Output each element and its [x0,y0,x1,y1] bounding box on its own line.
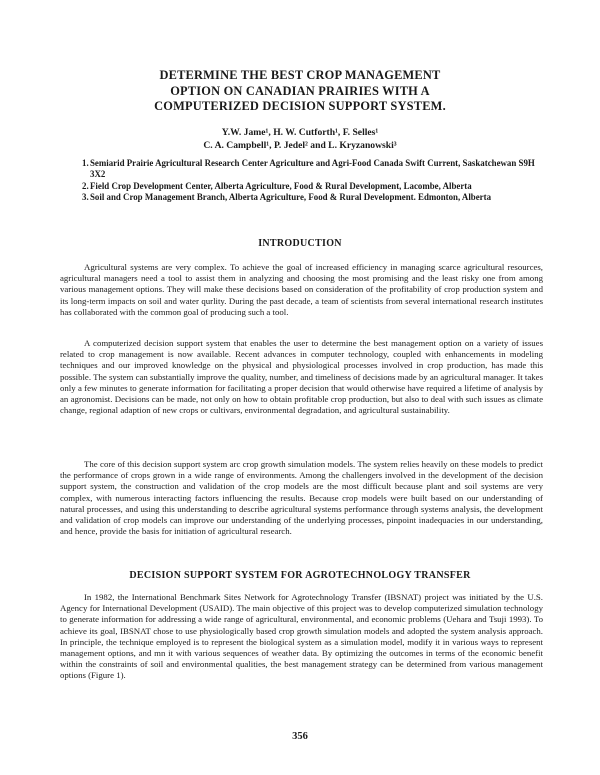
affiliation-text: Semiarid Prairie Agricultural Research Center Agriculture and Agri-Food Canada Swift Current, Saskatchewan S9H 3X2 [90,158,535,180]
affiliation-item [82,192,542,203]
affiliation-list [82,158,542,204]
authors-line-1: Y.W. Jame¹, H. W. Cutforth¹, F. Selles¹ [221,127,379,138]
affiliation-item [82,158,542,181]
affiliation-item [82,181,542,192]
introduction-heading: INTRODUCTION [258,238,342,249]
authors-line-2: C. A. Campbell¹, P. Jedel² and L. Kryzanowski³ [203,139,397,151]
title-line-3: COMPUTERIZED DECISION SUPPORT SYSTEM. [154,99,446,113]
intro-paragraph-2: A computerized decision support system that enables the user to determine the best management option on a variety of issues related to crop management is now available. Recent advances in computer technology, coupled with enhancements in modeling techniques and our improved knowledge on the physical and physiological processes involved in crop production, has made this possible. The system can substantially improve the quality, number, and timeliness of decisions made by an agricultural manager. It takes only a few minutes to generate information for facilitating a proper decision that would otherwise have required a lifetime of analysis by an agronomist. Decisions can be made, not only on how to obtain profitable crop production, but also to deal with such issues as climate change, regional adaption of new crops or cultivars, environmental degradation, and agricultural sustainability. [60,338,543,416]
intro-paragraph-1: Agricultural systems are very complex. To achieve the goal of increased efficiency in managing scarce agricultural resources, agricultural managers need a tool to assist them in analyzing and choosing the most promising and the least risky one from among various management options. They will make these decisions based on consideration of the profitability of crop production system and its long-term impacts on soil and water qurlity. During the past decade, a team of scientists from several international research institutes has collaborated with the common goal of producing such a tool. [60,262,543,317]
title-line-1: DETERMINE THE BEST CROP MANAGEMENT [159,68,441,82]
page-number: 356 [292,731,308,742]
affiliation-text: Soil and Crop Management Branch, Alberta Agriculture, Food & Rural Development. Edmonton, Alberta [90,192,492,203]
affiliation-number: 2. [82,180,89,191]
dss-paragraph-1: In 1982, the International Benchmark Sites Network for Agrotechnology Transfer (IBSNAT) project was initiated by the U.S. Agency for International Development (USAID). The main objective of this project was to develop computerized simulation technology to generate information for addressing a wide range of agricultural, environmental, and economic problems (Uehara and Tsuji 1993). To achieve its goal, IBSNAT chose to use physiologically based crop growth simulation models and adopted the system analysis approach. In principle, the technique employed is to represent the biological system as a simulation model, modify it in various ways to represent management options, and mn it with various sequences of weather data. By optimizing the outcomes in terms of the economic benefit within the constraints of soil and environmental qualities, the best management strategy can be determined from various management options (Figure 1). [60,592,543,681]
author-list [100,127,500,153]
title-line-2: OPTION ON CANADIAN PRAIRIES WITH A [170,83,430,98]
paper-title [100,68,500,115]
affiliation-number: 1. [82,158,89,168]
affiliation-number: 3. [82,192,89,203]
affiliation-text: Field Crop Development Center, Alberta Agriculture, Food & Rural Development, Lacombe, Alberta [90,180,472,191]
dss-section-heading: DECISION SUPPORT SYSTEM FOR AGROTECHNOLOGY TRANSFER [129,570,471,581]
intro-paragraph-3: The core of this decision support system arc crop growth simulation models. The system relies heavily on these models to predict the performance of crops grown in a wide range of environments. Among the challengers involved in the development of the decision support system, the construction and validation of the crop models are the most difficult because plant and soil systems are very complex, with numerous interacting factors influencing the results. Because crop models were built based on our understanding of natural processes, and using this understanding to describe agricultural systems performance through systems analysis, the development and validation of crop models can improve our understanding of the underlying processes, pinpoint inadequacies in our understanding, and hence, provide the basis for initiation of agricultural research. [60,459,543,537]
